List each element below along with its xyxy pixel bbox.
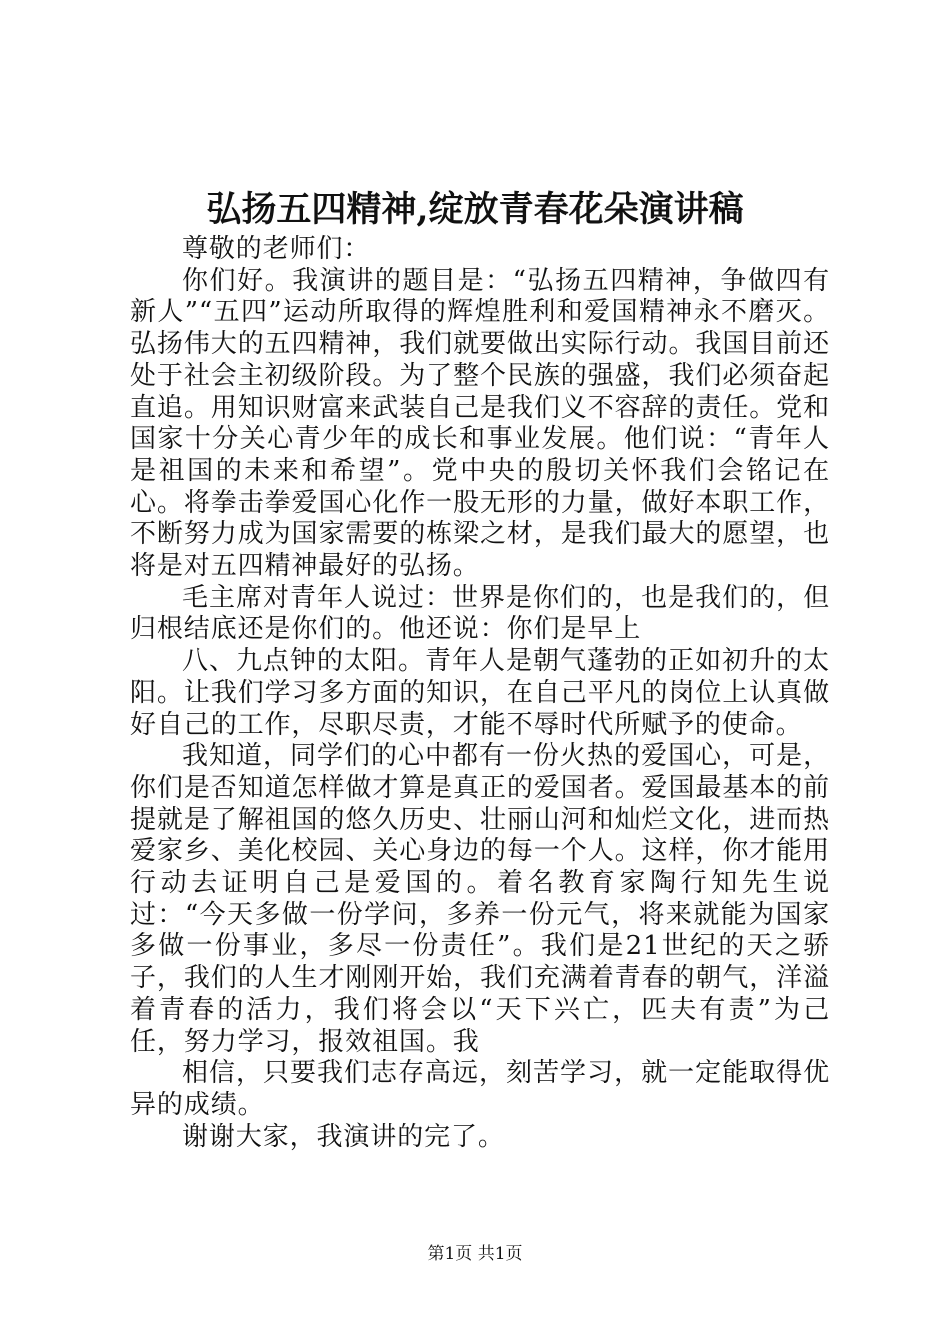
body-paragraph: 相信，只要我们志存高远，刻苦学习，就一定能取得优异的成绩。 <box>130 1058 830 1120</box>
page-number-footer: 第1页 共1页 <box>427 1244 523 1264</box>
body-paragraph: 八、九点钟的太阳。青年人是朝气蓬勃的正如初升的太阳。让我们学习多方面的知识，在自己平凡的岗位上认真做好自己的工作，尽职尽责，才能不辱时代所赋予的使命。 <box>130 646 830 740</box>
document-body <box>130 234 830 1153</box>
document-title: 弘扬五四精神,绽放青春花朵演讲稿 <box>206 189 744 230</box>
salutation-paragraph: 尊敬的老师们： <box>182 234 371 264</box>
body-paragraph: 你们好。我演讲的题目是：“弘扬五四精神，争做四有新人”“五四”运动所取得的辉煌胜利和爱国精神永不磨灭。弘扬伟大的五四精神，我们就要做出实际行动。我国目前还处于社会主初级阶段。为了整个民族的强盛，我们必须奋起直追。用知识财富来武装自己是我们义不容辞的责任。党和国家十分关心青少年的成长和事业发展。他们说：“青年人是祖国的未来和希望”。党中央的殷切关怀我们会铭记在心。将拳击拳爱国心化作一股无形的力量，做好本职工作，不断努力成为国家需要的栋梁之材，是我们最大的愿望，也将是对五四精神最好的弘扬。 <box>130 265 830 582</box>
body-paragraph: 我知道，同学们的心中都有一份火热的爱国心，可是，你们是否知道怎样做才算是真正的爱国者。爱国最基本的前提就是了解祖国的悠久历史、壮丽山河和灿烂文化，进而热爱家乡、美化校园、关心身边的每一个人。这样，你才能用行动去证明自己是爱国的。着名教育家陶行知先生说过：“今天多做一份学问，多养一份元气，将来就能为国家多做一份事业，多尽一份责任”。我们是21世纪的天之骄子，我们的人生才刚刚开始，我们充满着青春的朝气，洋溢着青春的活力，我们将会以“天下兴亡，匹夫有责”为己任，努力学习，报效祖国。我 <box>130 741 830 1057</box>
body-paragraph: 毛主席对青年人说过：世界是你们的，也是我们的，但归根结底还是你们的。他还说：你们是早上 <box>130 582 830 645</box>
closing-paragraph: 谢谢大家，我演讲的完了。 <box>182 1121 505 1152</box>
